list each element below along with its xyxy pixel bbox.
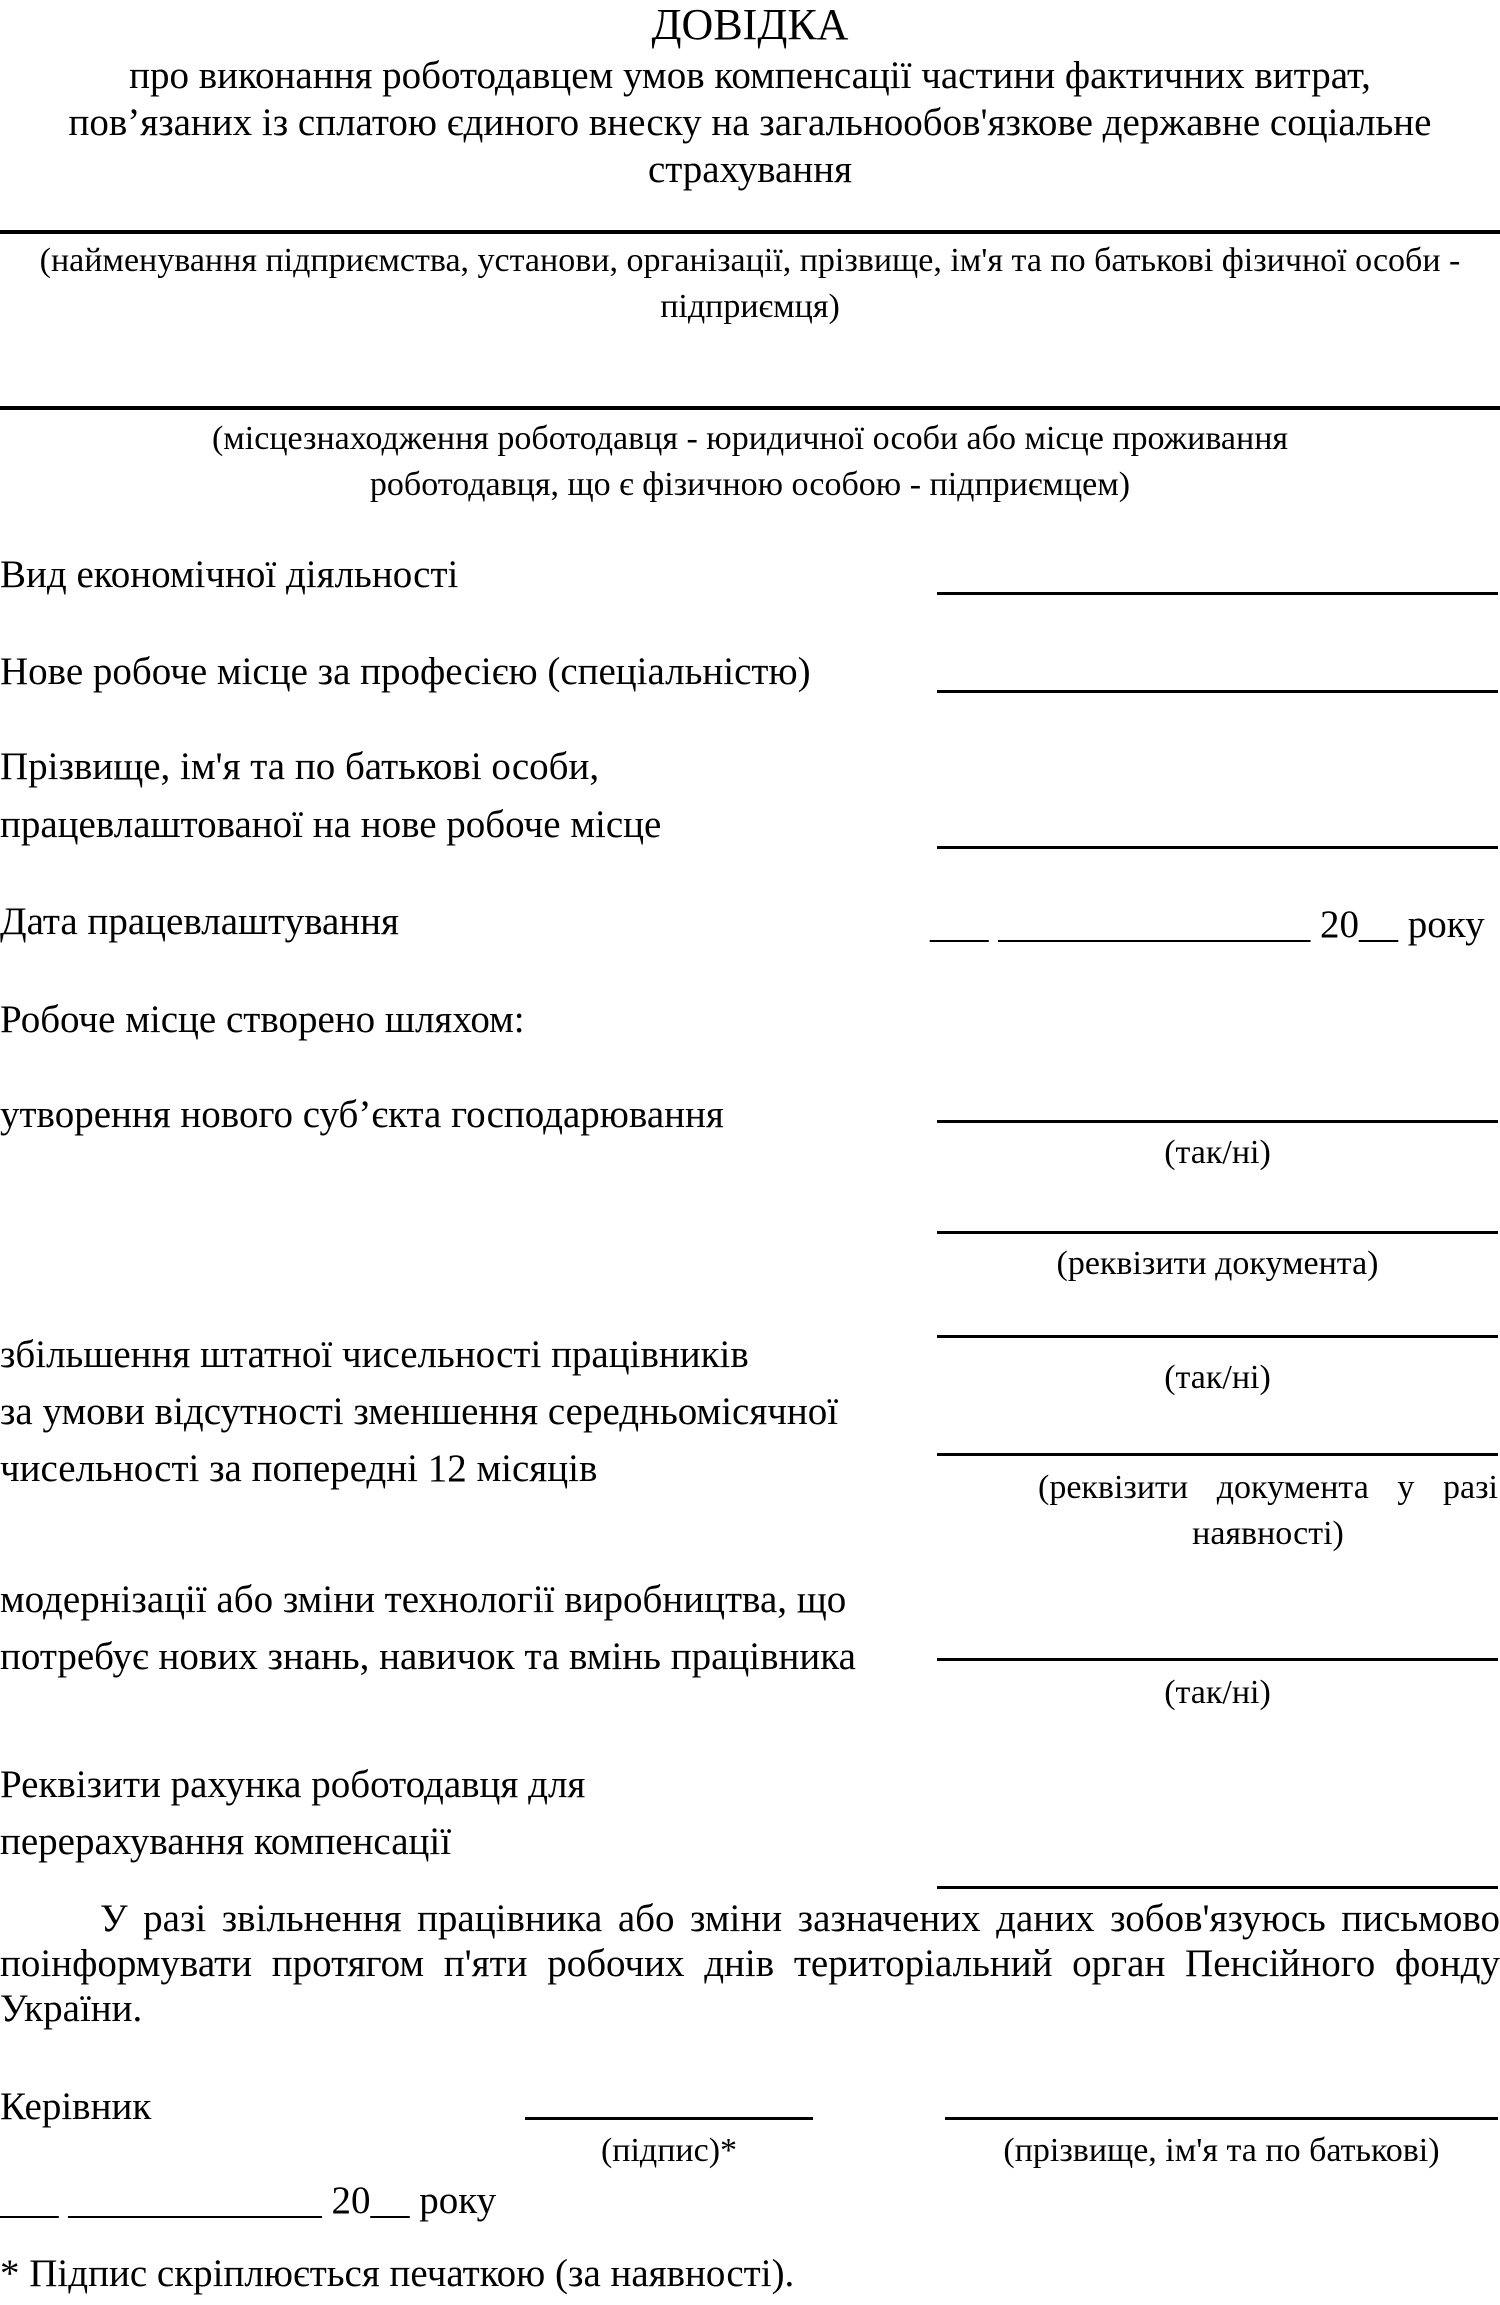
modernization-yesno-hint: (так/ні) bbox=[1164, 1674, 1271, 1711]
signature-blank-line bbox=[525, 2117, 813, 2120]
staff-increase-doc-blank-line bbox=[937, 1453, 1498, 1456]
document-subtitle: про виконання роботодавцем умов компенсації частини фактичних витрат, пов’язаних із сплатою єдиного внеску на загальнообов'язкове державне соціальне страхування bbox=[68, 54, 1432, 191]
obligation-paragraph: У разі звільнення працівника або зміни зазначених даних зобов'язуюсь письмово поінформувати протягом п'яти робочих днів територіальний орган Пенсійного фонду України. bbox=[0, 1897, 1500, 2030]
new-entity-doc-blank-line bbox=[937, 1231, 1498, 1234]
fullname-hint: (прізвище, ім'я та по батькові) bbox=[1003, 2132, 1440, 2169]
new-entity-blank-line bbox=[937, 1120, 1498, 1123]
employment-date-blank-value: ___ ________________ 20__ року bbox=[930, 903, 1485, 946]
modernization-blank-line bbox=[937, 1658, 1498, 1661]
footnote: * Підпис скріплюється печаткою (за наявності). bbox=[0, 2252, 795, 2295]
document-title: ДОВІДКА bbox=[651, 0, 849, 49]
account-details-blank-line bbox=[937, 1886, 1498, 1889]
workplace-created-label: Робоче місце створено шляхом: bbox=[0, 998, 525, 1041]
new-entity-label: утворення нового суб’єкта господарювання bbox=[0, 1093, 724, 1136]
new-entity-doc-hint: (реквізити документа) bbox=[1056, 1245, 1379, 1282]
economic-activity-label: Вид економічної діяльності bbox=[0, 553, 459, 596]
new-workplace-blank-line bbox=[937, 690, 1498, 693]
employer-name-blank-line bbox=[0, 230, 1500, 234]
staff-increase-yesno-hint: (так/ні) bbox=[1164, 1359, 1271, 1396]
new-entity-yesno-hint: (так/ні) bbox=[1164, 1134, 1271, 1171]
staff-increase-blank-line bbox=[937, 1335, 1498, 1338]
fullname-blank-line bbox=[945, 2117, 1498, 2120]
employer-address-hint: (місцезнаходження роботодавця - юридичної особи або місце проживання роботодавця, що є фізичною особою - підприємцем) bbox=[211, 420, 1289, 503]
economic-activity-blank-line bbox=[937, 592, 1498, 595]
employee-name-label: Прізвище, ім'я та по батькові особи, працевлаштованої на нове робоче місце bbox=[0, 745, 662, 846]
employment-date-label: Дата працевлаштування bbox=[0, 900, 399, 943]
signature-date-blank-value: ___ _____________ 20__ року bbox=[0, 2179, 497, 2222]
employer-name-hint: (найменування підприємства, установи, організації, прізвище, ім'я та по батькові фізичної особи - підприємця) bbox=[39, 242, 1461, 325]
modernization-label: модернізації або зміни технології виробництва, що потребує нових знань, навичок та вмінь працівника bbox=[0, 1578, 856, 1678]
staff-increase-label: збільшення штатної чисельності працівників за умови відсутності зменшення середньомісячної чисельності за попередні 12 місяців bbox=[0, 1333, 839, 1490]
employee-name-blank-line bbox=[937, 846, 1498, 849]
manager-label: Керівник bbox=[0, 2085, 152, 2128]
account-details-label: Реквізити рахунка роботодавця для перерахування компенсації bbox=[0, 1763, 586, 1863]
signature-hint: (підпис)* bbox=[600, 2132, 738, 2169]
staff-increase-doc-hint: (реквізити документа у разі наявності) bbox=[1038, 1469, 1498, 1552]
new-workplace-label: Нове робоче місце за професією (спеціальністю) bbox=[0, 650, 811, 693]
employer-address-blank-line bbox=[0, 406, 1500, 410]
